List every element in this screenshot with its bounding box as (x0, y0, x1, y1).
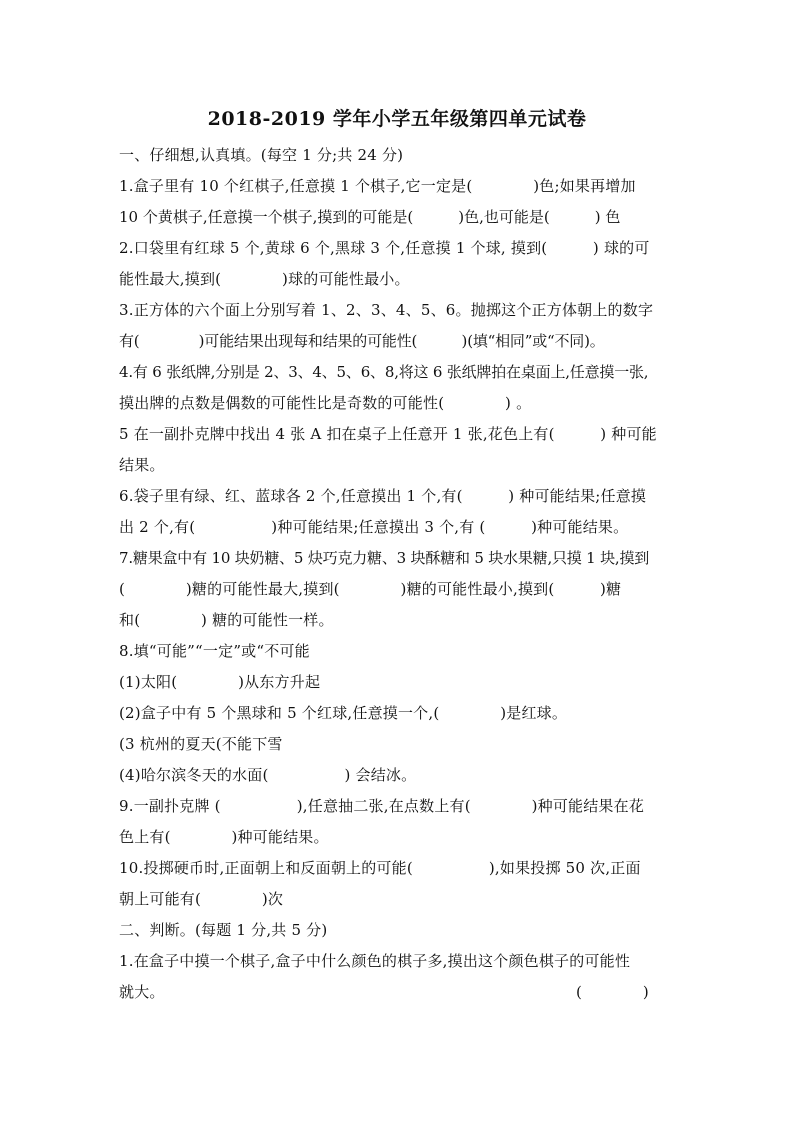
question-8-item-4: (4)哈尔滨冬天的水面( ) 会结冰。 (119, 766, 417, 784)
question-5-line-1: 5 在一副扑克牌中找出 4 张 A 扣在桌子上任意开 1 张,花色上有( ) 种可能 (119, 425, 657, 443)
question-2-line-1: 2.口袋里有红球 5 个,黄球 6 个,黑球 3 个,任意摸 1 个球, 摸到( ) 球的可 (119, 239, 650, 257)
question-7-line-2: ( )糖的可能性最大,摸到( )糖的可能性最小,摸到( )糖 (119, 580, 622, 598)
question-7-line-1: 7.糖果盒中有 10 块奶糖、5 炔巧克力糖、3 块酥糖和 5 块水果糖,只摸 1 块,摸到 (119, 549, 650, 567)
question-1-line-2: 10 个黄棋子,任意摸一个棋子,摸到的可能是( )色,也可能是( ) 色 (119, 208, 621, 226)
question-10-line-2: 朝上可能有( )次 (119, 890, 284, 908)
question-6-line-1: 6.袋子里有绿、红、蓝球各 2 个,任意摸出 1 个,有( ) 种可能结果;任意摸 (119, 487, 647, 505)
exam-title: 2018-2019 学年小学五年级第四单元试卷 (207, 108, 587, 130)
question-4-line-2: 摸出牌的点数是偶数的可能性比是奇数的可能性( ) 。 (119, 394, 532, 412)
question-4-line-1: 4.有 6 张纸牌,分别是 2、3、4、5、6、8,将这 6 张纸牌拍在桌面上,任意摸一张, (119, 363, 649, 381)
question-8-item-2: (2)盒子中有 5 个黑球和 5 个红球,任意摸一个,( )是红球。 (119, 704, 568, 722)
judge-1-line-2 (119, 977, 679, 1008)
section-fill-heading: 一、仔细想,认真填。(每空 1 分;共 24 分) (119, 146, 404, 164)
judge-1-line-1: 1.在盒子中摸一个棋子,盒子中什么颜色的棋子多,摸出这个颜色棋子的可能性 (119, 952, 631, 970)
question-8-item-1: (1)太阳( )从东方升起 (119, 673, 321, 691)
question-7-line-3: 和( ) 糖的可能性一样。 (119, 611, 334, 629)
judge-1-text: 就大。 (119, 983, 165, 1001)
exam-content (119, 140, 679, 1008)
question-8-line-1: 8.填“可能”“一定”或“不可能 (119, 642, 310, 660)
question-10-line-1: 10.投掷硬币时,正面朝上和反面朝上的可能( ),如果投掷 50 次,正面 (119, 859, 641, 877)
question-2-line-2: 能性最大,摸到( )球的可能性最小。 (119, 270, 410, 288)
question-3-line-2: 有( )可能结果出现每和结果的可能性( )(填“相同”或“不同)。 (119, 332, 605, 350)
question-1-line-1: 1.盒子里有 10 个红棋子,任意摸 1 个棋子,它一定是( )色;如果再增加 (119, 177, 636, 195)
question-6-line-2: 出 2 个,有( )种可能结果;任意摸出 3 个,有 ( )种可能结果。 (119, 518, 629, 536)
section-judge-heading: 二、判断。(每题 1 分,共 5 分) (119, 921, 328, 939)
question-8-item-3: (3 杭州的夏天(不能下雪 (119, 735, 283, 753)
question-9-line-1: 9.一副扑克牌 ( ),任意抽二张,在点数上有( )种可能结果在花 (119, 797, 645, 815)
question-3-line-1: 3.正方体的六个面上分别写着 1、2、3、4、5、6。抛掷这个正方体朝上的数字 (119, 301, 654, 319)
judge-1-answer-paren: ( ) (576, 983, 649, 1001)
question-9-line-2: 色上有( )种可能结果。 (119, 828, 329, 846)
question-5-line-2: 结果。 (119, 456, 165, 474)
